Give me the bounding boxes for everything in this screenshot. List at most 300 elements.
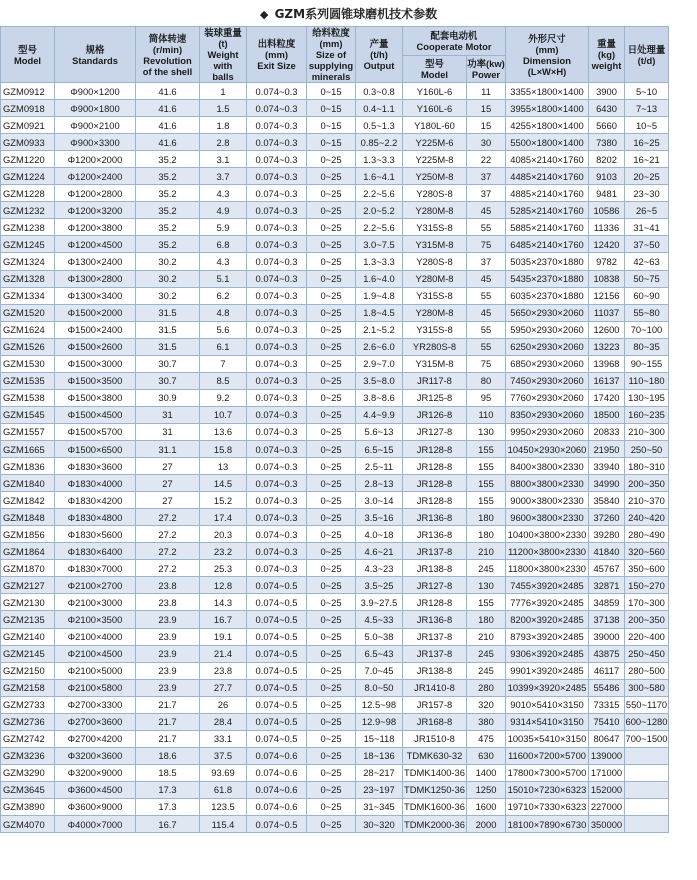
weight-cell: 5660 (589, 117, 625, 134)
revolution-cell: 27 (136, 458, 200, 475)
supply-size-cell: 0~25 (307, 185, 356, 202)
revolution-cell: 18.5 (136, 764, 200, 781)
motor-model-cell: JR136-8 (403, 526, 467, 543)
model-cell: GZM1245 (1, 236, 55, 253)
dimension-cell: 4255×1800×1400 (506, 117, 589, 134)
model-cell: GZM3290 (1, 764, 55, 781)
balls-cell: 21.4 (200, 645, 247, 662)
table-row (1, 321, 669, 338)
supply-size-cell: 0~25 (307, 287, 356, 304)
standards-cell: Φ1200×4500 (55, 236, 136, 253)
table-row (1, 236, 669, 253)
daily-cell: 26~5 (625, 202, 669, 219)
daily-cell: 550~1170 (625, 696, 669, 713)
table-row (1, 679, 669, 696)
standards-cell: Φ1500×4500 (55, 406, 136, 423)
dimension-cell: 9306×3920×2485 (506, 645, 589, 662)
weight-cell: 37260 (589, 509, 625, 526)
supply-size-cell: 0~25 (307, 423, 356, 440)
dimension-cell: 5950×2930×2060 (506, 321, 589, 338)
model-cell: GZM0912 (1, 83, 55, 100)
diamond-icon: ◆ (259, 8, 269, 21)
table-row (1, 577, 669, 594)
output-cell: 2.6~6.0 (356, 338, 403, 355)
model-cell: GZM1224 (1, 168, 55, 185)
dimension-cell: 9000×3800×2330 (506, 492, 589, 509)
model-cell: GZM1328 (1, 270, 55, 287)
weight-cell: 43875 (589, 645, 625, 662)
weight-cell: 6430 (589, 100, 625, 117)
standards-cell: Φ1300×3400 (55, 287, 136, 304)
daily-cell: 42~63 (625, 253, 669, 270)
model-cell: GZM3890 (1, 798, 55, 815)
motor-power-cell: 95 (467, 389, 506, 406)
balls-cell: 93.69 (200, 764, 247, 781)
dimension-cell: 9314×5410×3150 (506, 713, 589, 730)
motor-power-cell: 155 (467, 458, 506, 475)
dimension-cell: 7455×3920×2485 (506, 577, 589, 594)
model-cell: GZM1557 (1, 423, 55, 440)
model-cell: GZM1624 (1, 321, 55, 338)
balls-cell: 25.3 (200, 560, 247, 577)
standards-cell: Φ900×1800 (55, 100, 136, 117)
exit-size-cell: 0.074~0.3 (247, 134, 307, 151)
model-cell: GZM1535 (1, 372, 55, 389)
exit-size-cell: 0.074~0.5 (247, 645, 307, 662)
balls-cell: 5.1 (200, 270, 247, 287)
weight-cell: 20833 (589, 423, 625, 440)
balls-cell: 1.8 (200, 117, 247, 134)
output-cell: 6.5~43 (356, 645, 403, 662)
standards-cell: Φ1200×2000 (55, 151, 136, 168)
exit-size-cell: 0.074~0.3 (247, 338, 307, 355)
motor-power-cell: 11 (467, 83, 506, 100)
balls-cell: 23.8 (200, 662, 247, 679)
motor-power-cell: 180 (467, 526, 506, 543)
dimension-cell: 5035×2370×1880 (506, 253, 589, 270)
motor-power-cell: 210 (467, 543, 506, 560)
exit-size-cell: 0.074~0.5 (247, 730, 307, 747)
dimension-cell: 9950×2930×2060 (506, 423, 589, 440)
supply-size-cell: 0~25 (307, 440, 356, 457)
standards-cell: Φ1500×3500 (55, 372, 136, 389)
model-cell: GZM1526 (1, 338, 55, 355)
output-cell: 5.6~13 (356, 423, 403, 440)
supply-size-cell: 0~15 (307, 100, 356, 117)
motor-power-cell: 155 (467, 440, 506, 457)
daily-cell: 7~13 (625, 100, 669, 117)
model-cell: GZM1228 (1, 185, 55, 202)
weight-cell: 139000 (589, 747, 625, 764)
weight-cell: 16137 (589, 372, 625, 389)
balls-cell: 6.2 (200, 287, 247, 304)
exit-size-cell: 0.074~0.3 (247, 219, 307, 236)
exit-size-cell: 0.074~0.3 (247, 151, 307, 168)
motor-model-cell: Y225M-6 (403, 134, 467, 151)
balls-cell: 14.3 (200, 594, 247, 611)
motor-model-cell: Y280M-8 (403, 304, 467, 321)
exit-size-cell: 0.074~0.6 (247, 798, 307, 815)
standards-cell: Φ900×1200 (55, 83, 136, 100)
dimension-cell: 9010×5410×3150 (506, 696, 589, 713)
dimension-cell: 9901×3920×2485 (506, 662, 589, 679)
standards-cell: Φ1830×5600 (55, 526, 136, 543)
supply-size-cell: 0~15 (307, 117, 356, 134)
daily-cell (625, 764, 669, 781)
motor-model-cell: JR127-8 (403, 423, 467, 440)
dimension-cell: 18100×7890×6730 (506, 816, 589, 833)
daily-cell: 60~90 (625, 287, 669, 304)
table-row (1, 713, 669, 730)
motor-power-cell: 180 (467, 611, 506, 628)
table-row (1, 798, 669, 815)
daily-cell: 16~25 (625, 134, 669, 151)
weight-cell: 18500 (589, 406, 625, 423)
output-cell: 8.0~50 (356, 679, 403, 696)
exit-size-cell: 0.074~0.3 (247, 202, 307, 219)
table-row (1, 151, 669, 168)
supply-size-cell: 0~25 (307, 764, 356, 781)
supply-size-cell: 0~25 (307, 543, 356, 560)
supply-size-cell: 0~25 (307, 338, 356, 355)
weight-cell: 34859 (589, 594, 625, 611)
balls-cell: 16.7 (200, 611, 247, 628)
table-row (1, 117, 669, 134)
standards-cell: Φ3200×3600 (55, 747, 136, 764)
table-row (1, 287, 669, 304)
daily-cell: 150~270 (625, 577, 669, 594)
output-cell: 1.8~4.5 (356, 304, 403, 321)
table-row (1, 168, 669, 185)
balls-cell: 19.1 (200, 628, 247, 645)
output-cell: 3.9~27.5 (356, 594, 403, 611)
motor-power-cell: 180 (467, 509, 506, 526)
standards-cell: Φ1500×2000 (55, 304, 136, 321)
exit-size-cell: 0.074~0.6 (247, 747, 307, 764)
table-row (1, 747, 669, 764)
exit-size-cell: 0.074~0.5 (247, 628, 307, 645)
revolution-cell: 35.2 (136, 236, 200, 253)
revolution-cell: 27 (136, 475, 200, 492)
table-row (1, 475, 669, 492)
revolution-cell: 35.2 (136, 202, 200, 219)
output-cell: 12.9~98 (356, 713, 403, 730)
motor-model-cell: Y280S-8 (403, 253, 467, 270)
motor-model-cell: Y315S-8 (403, 287, 467, 304)
daily-cell (625, 781, 669, 798)
motor-power-cell: 45 (467, 270, 506, 287)
balls-cell: 8.5 (200, 372, 247, 389)
supply-size-cell: 0~25 (307, 151, 356, 168)
motor-model-cell: JR128-8 (403, 475, 467, 492)
revolution-cell: 30.7 (136, 355, 200, 372)
table-row (1, 662, 669, 679)
dimension-cell: 8400×3800×2330 (506, 458, 589, 475)
balls-cell: 20.3 (200, 526, 247, 543)
dimension-cell: 7760×2930×2060 (506, 389, 589, 406)
output-cell: 1.3~3.3 (356, 253, 403, 270)
header-exit-size: 出料粒度 (mm) Exit Size (247, 27, 307, 83)
balls-cell: 3.1 (200, 151, 247, 168)
motor-power-cell: 55 (467, 287, 506, 304)
dimension-cell: 17800×7300×5700 (506, 764, 589, 781)
weight-cell: 12600 (589, 321, 625, 338)
table-row (1, 389, 669, 406)
motor-model-cell: JR138-8 (403, 662, 467, 679)
output-cell: 2.1~5.2 (356, 321, 403, 338)
supply-size-cell: 0~25 (307, 219, 356, 236)
revolution-cell: 23.9 (136, 645, 200, 662)
table-row (1, 560, 669, 577)
standards-cell: Φ3600×9000 (55, 798, 136, 815)
revolution-cell: 35.2 (136, 185, 200, 202)
table-row (1, 355, 669, 372)
balls-cell: 27.7 (200, 679, 247, 696)
revolution-cell: 27.2 (136, 526, 200, 543)
daily-cell: 90~155 (625, 355, 669, 372)
weight-cell: 9103 (589, 168, 625, 185)
weight-cell: 46117 (589, 662, 625, 679)
standards-cell: Φ900×2100 (55, 117, 136, 134)
balls-cell: 14.5 (200, 475, 247, 492)
exit-size-cell: 0.074~0.3 (247, 560, 307, 577)
supply-size-cell: 0~25 (307, 696, 356, 713)
dimension-cell: 6035×2370×1880 (506, 287, 589, 304)
model-cell: GZM1836 (1, 458, 55, 475)
supply-size-cell: 0~25 (307, 168, 356, 185)
output-cell: 28~217 (356, 764, 403, 781)
exit-size-cell: 0.074~0.3 (247, 253, 307, 270)
output-cell: 5.0~38 (356, 628, 403, 645)
weight-cell: 227000 (589, 798, 625, 815)
daily-cell: 240~420 (625, 509, 669, 526)
weight-cell: 7380 (589, 134, 625, 151)
revolution-cell: 16.7 (136, 816, 200, 833)
output-cell: 3.5~8.0 (356, 372, 403, 389)
output-cell: 1.3~3.3 (356, 151, 403, 168)
revolution-cell: 23.9 (136, 679, 200, 696)
revolution-cell: 41.6 (136, 134, 200, 151)
model-cell: GZM2127 (1, 577, 55, 594)
exit-size-cell: 0.074~0.3 (247, 185, 307, 202)
model-cell: GZM3236 (1, 747, 55, 764)
spec-table (0, 26, 669, 833)
exit-size-cell: 0.074~0.3 (247, 100, 307, 117)
table-title-text: GZM系列圆锥球磨机技术参数 (274, 7, 438, 21)
balls-cell: 6.8 (200, 236, 247, 253)
output-cell: 4.5~33 (356, 611, 403, 628)
table-row (1, 100, 669, 117)
dimension-cell: 8800×3800×2330 (506, 475, 589, 492)
balls-cell: 115.4 (200, 816, 247, 833)
balls-cell: 12.8 (200, 577, 247, 594)
motor-model-cell: Y315M-8 (403, 355, 467, 372)
daily-cell: 55~80 (625, 304, 669, 321)
weight-cell: 10838 (589, 270, 625, 287)
exit-size-cell: 0.074~0.3 (247, 83, 307, 100)
model-cell: GZM2140 (1, 628, 55, 645)
motor-model-cell: JR137-8 (403, 628, 467, 645)
weight-cell: 3900 (589, 83, 625, 100)
exit-size-cell: 0.074~0.3 (247, 458, 307, 475)
header-motor-model: 型号 Model (403, 55, 467, 83)
motor-power-cell: 2000 (467, 816, 506, 833)
revolution-cell: 31.5 (136, 321, 200, 338)
table-row (1, 270, 669, 287)
motor-power-cell: 245 (467, 662, 506, 679)
table-row (1, 185, 669, 202)
standards-cell: Φ2100×3500 (55, 611, 136, 628)
exit-size-cell: 0.074~0.3 (247, 440, 307, 457)
weight-cell: 17420 (589, 389, 625, 406)
motor-model-cell: JR157-8 (403, 696, 467, 713)
revolution-cell: 21.7 (136, 730, 200, 747)
dimension-cell: 10450×2930×2060 (506, 440, 589, 457)
exit-size-cell: 0.074~0.3 (247, 270, 307, 287)
motor-model-cell: JR117-8 (403, 372, 467, 389)
motor-model-cell: TDMK2000-36 (403, 816, 467, 833)
weight-cell: 13223 (589, 338, 625, 355)
revolution-cell: 21.7 (136, 696, 200, 713)
supply-size-cell: 0~25 (307, 577, 356, 594)
motor-power-cell: 45 (467, 202, 506, 219)
supply-size-cell: 0~25 (307, 355, 356, 372)
standards-cell: Φ2100×4000 (55, 628, 136, 645)
motor-power-cell: 245 (467, 560, 506, 577)
model-cell: GZM2158 (1, 679, 55, 696)
balls-cell: 1 (200, 83, 247, 100)
exit-size-cell: 0.074~0.6 (247, 781, 307, 798)
supply-size-cell: 0~25 (307, 816, 356, 833)
daily-cell: 180~310 (625, 458, 669, 475)
dimension-cell: 3955×1800×1400 (506, 100, 589, 117)
weight-cell: 13968 (589, 355, 625, 372)
balls-cell: 15.2 (200, 492, 247, 509)
output-cell: 6.5~15 (356, 440, 403, 457)
daily-cell (625, 798, 669, 815)
output-cell: 3.0~7.5 (356, 236, 403, 253)
daily-cell: 350~600 (625, 560, 669, 577)
header-supply-size: 给料粒度 (mm) Size of supplying minerals (307, 27, 356, 83)
exit-size-cell: 0.074~0.3 (247, 168, 307, 185)
motor-power-cell: 55 (467, 219, 506, 236)
output-cell: 1.6~4.1 (356, 168, 403, 185)
revolution-cell: 41.6 (136, 117, 200, 134)
motor-model-cell: Y160L-6 (403, 100, 467, 117)
standards-cell: Φ900×3300 (55, 134, 136, 151)
exit-size-cell: 0.074~0.3 (247, 492, 307, 509)
motor-model-cell: YR280S-8 (403, 338, 467, 355)
table-row (1, 696, 669, 713)
motor-model-cell: Y315S-8 (403, 219, 467, 236)
motor-model-cell: Y280S-8 (403, 185, 467, 202)
motor-model-cell: JR128-8 (403, 594, 467, 611)
model-cell: GZM3645 (1, 781, 55, 798)
table-header (1, 27, 669, 83)
revolution-cell: 31.5 (136, 304, 200, 321)
dimension-cell: 5650×2930×2060 (506, 304, 589, 321)
table-row (1, 219, 669, 236)
daily-cell: 250~50 (625, 440, 669, 457)
revolution-cell: 27.2 (136, 560, 200, 577)
table-row (1, 134, 669, 151)
standards-cell: Φ2700×4200 (55, 730, 136, 747)
motor-power-cell: 320 (467, 696, 506, 713)
table-row (1, 628, 669, 645)
exit-size-cell: 0.074~0.5 (247, 696, 307, 713)
motor-model-cell: JR136-8 (403, 509, 467, 526)
table-row (1, 492, 669, 509)
balls-cell: 9.2 (200, 389, 247, 406)
daily-cell: 10~5 (625, 117, 669, 134)
model-cell: GZM1848 (1, 509, 55, 526)
table-row (1, 730, 669, 747)
header-balls: 装球重量 (t) Weight with balls (200, 27, 247, 83)
supply-size-cell: 0~25 (307, 628, 356, 645)
standards-cell: Φ3200×9000 (55, 764, 136, 781)
balls-cell: 4.3 (200, 253, 247, 270)
balls-cell: 4.9 (200, 202, 247, 219)
revolution-cell: 21.7 (136, 713, 200, 730)
exit-size-cell: 0.074~0.6 (247, 764, 307, 781)
dimension-cell: 6850×2930×2060 (506, 355, 589, 372)
standards-cell: Φ1500×2400 (55, 321, 136, 338)
motor-power-cell: 37 (467, 253, 506, 270)
motor-power-cell: 30 (467, 134, 506, 151)
daily-cell: 130~195 (625, 389, 669, 406)
supply-size-cell: 0~25 (307, 730, 356, 747)
balls-cell: 3.7 (200, 168, 247, 185)
model-cell: GZM4070 (1, 816, 55, 833)
balls-cell: 10.7 (200, 406, 247, 423)
exit-size-cell: 0.074~0.5 (247, 713, 307, 730)
supply-size-cell: 0~25 (307, 475, 356, 492)
output-cell: 4.4~9.9 (356, 406, 403, 423)
weight-cell: 350000 (589, 816, 625, 833)
revolution-cell: 17.3 (136, 781, 200, 798)
daily-cell: 50~75 (625, 270, 669, 287)
dimension-cell: 6250×2930×2060 (506, 338, 589, 355)
balls-cell: 7 (200, 355, 247, 372)
dimension-cell: 10035×5410×3150 (506, 730, 589, 747)
motor-model-cell: Y280M-8 (403, 202, 467, 219)
motor-power-cell: 1600 (467, 798, 506, 815)
output-cell: 1.6~4.0 (356, 270, 403, 287)
motor-model-cell: JR1510-8 (403, 730, 467, 747)
header-dimension: 外形尺寸 (mm) Dimension (L×W×H) (506, 27, 589, 83)
motor-model-cell: JR128-8 (403, 492, 467, 509)
standards-cell: Φ1500×3800 (55, 389, 136, 406)
output-cell: 30~320 (356, 816, 403, 833)
model-cell: GZM1870 (1, 560, 55, 577)
standards-cell: Φ1300×2800 (55, 270, 136, 287)
exit-size-cell: 0.074~0.5 (247, 577, 307, 594)
motor-model-cell: Y315S-8 (403, 321, 467, 338)
standards-cell: Φ3600×4500 (55, 781, 136, 798)
model-cell: GZM0921 (1, 117, 55, 134)
exit-size-cell: 0.074~0.3 (247, 406, 307, 423)
standards-cell: Φ2100×2700 (55, 577, 136, 594)
output-cell: 2.2~5.6 (356, 185, 403, 202)
output-cell: 2.9~7.0 (356, 355, 403, 372)
motor-model-cell: Y225M-8 (403, 151, 467, 168)
revolution-cell: 30.2 (136, 287, 200, 304)
motor-model-cell: Y315M-8 (403, 236, 467, 253)
motor-power-cell: 110 (467, 406, 506, 423)
standards-cell: Φ1500×6500 (55, 440, 136, 457)
motor-power-cell: 630 (467, 747, 506, 764)
table-row (1, 406, 669, 423)
